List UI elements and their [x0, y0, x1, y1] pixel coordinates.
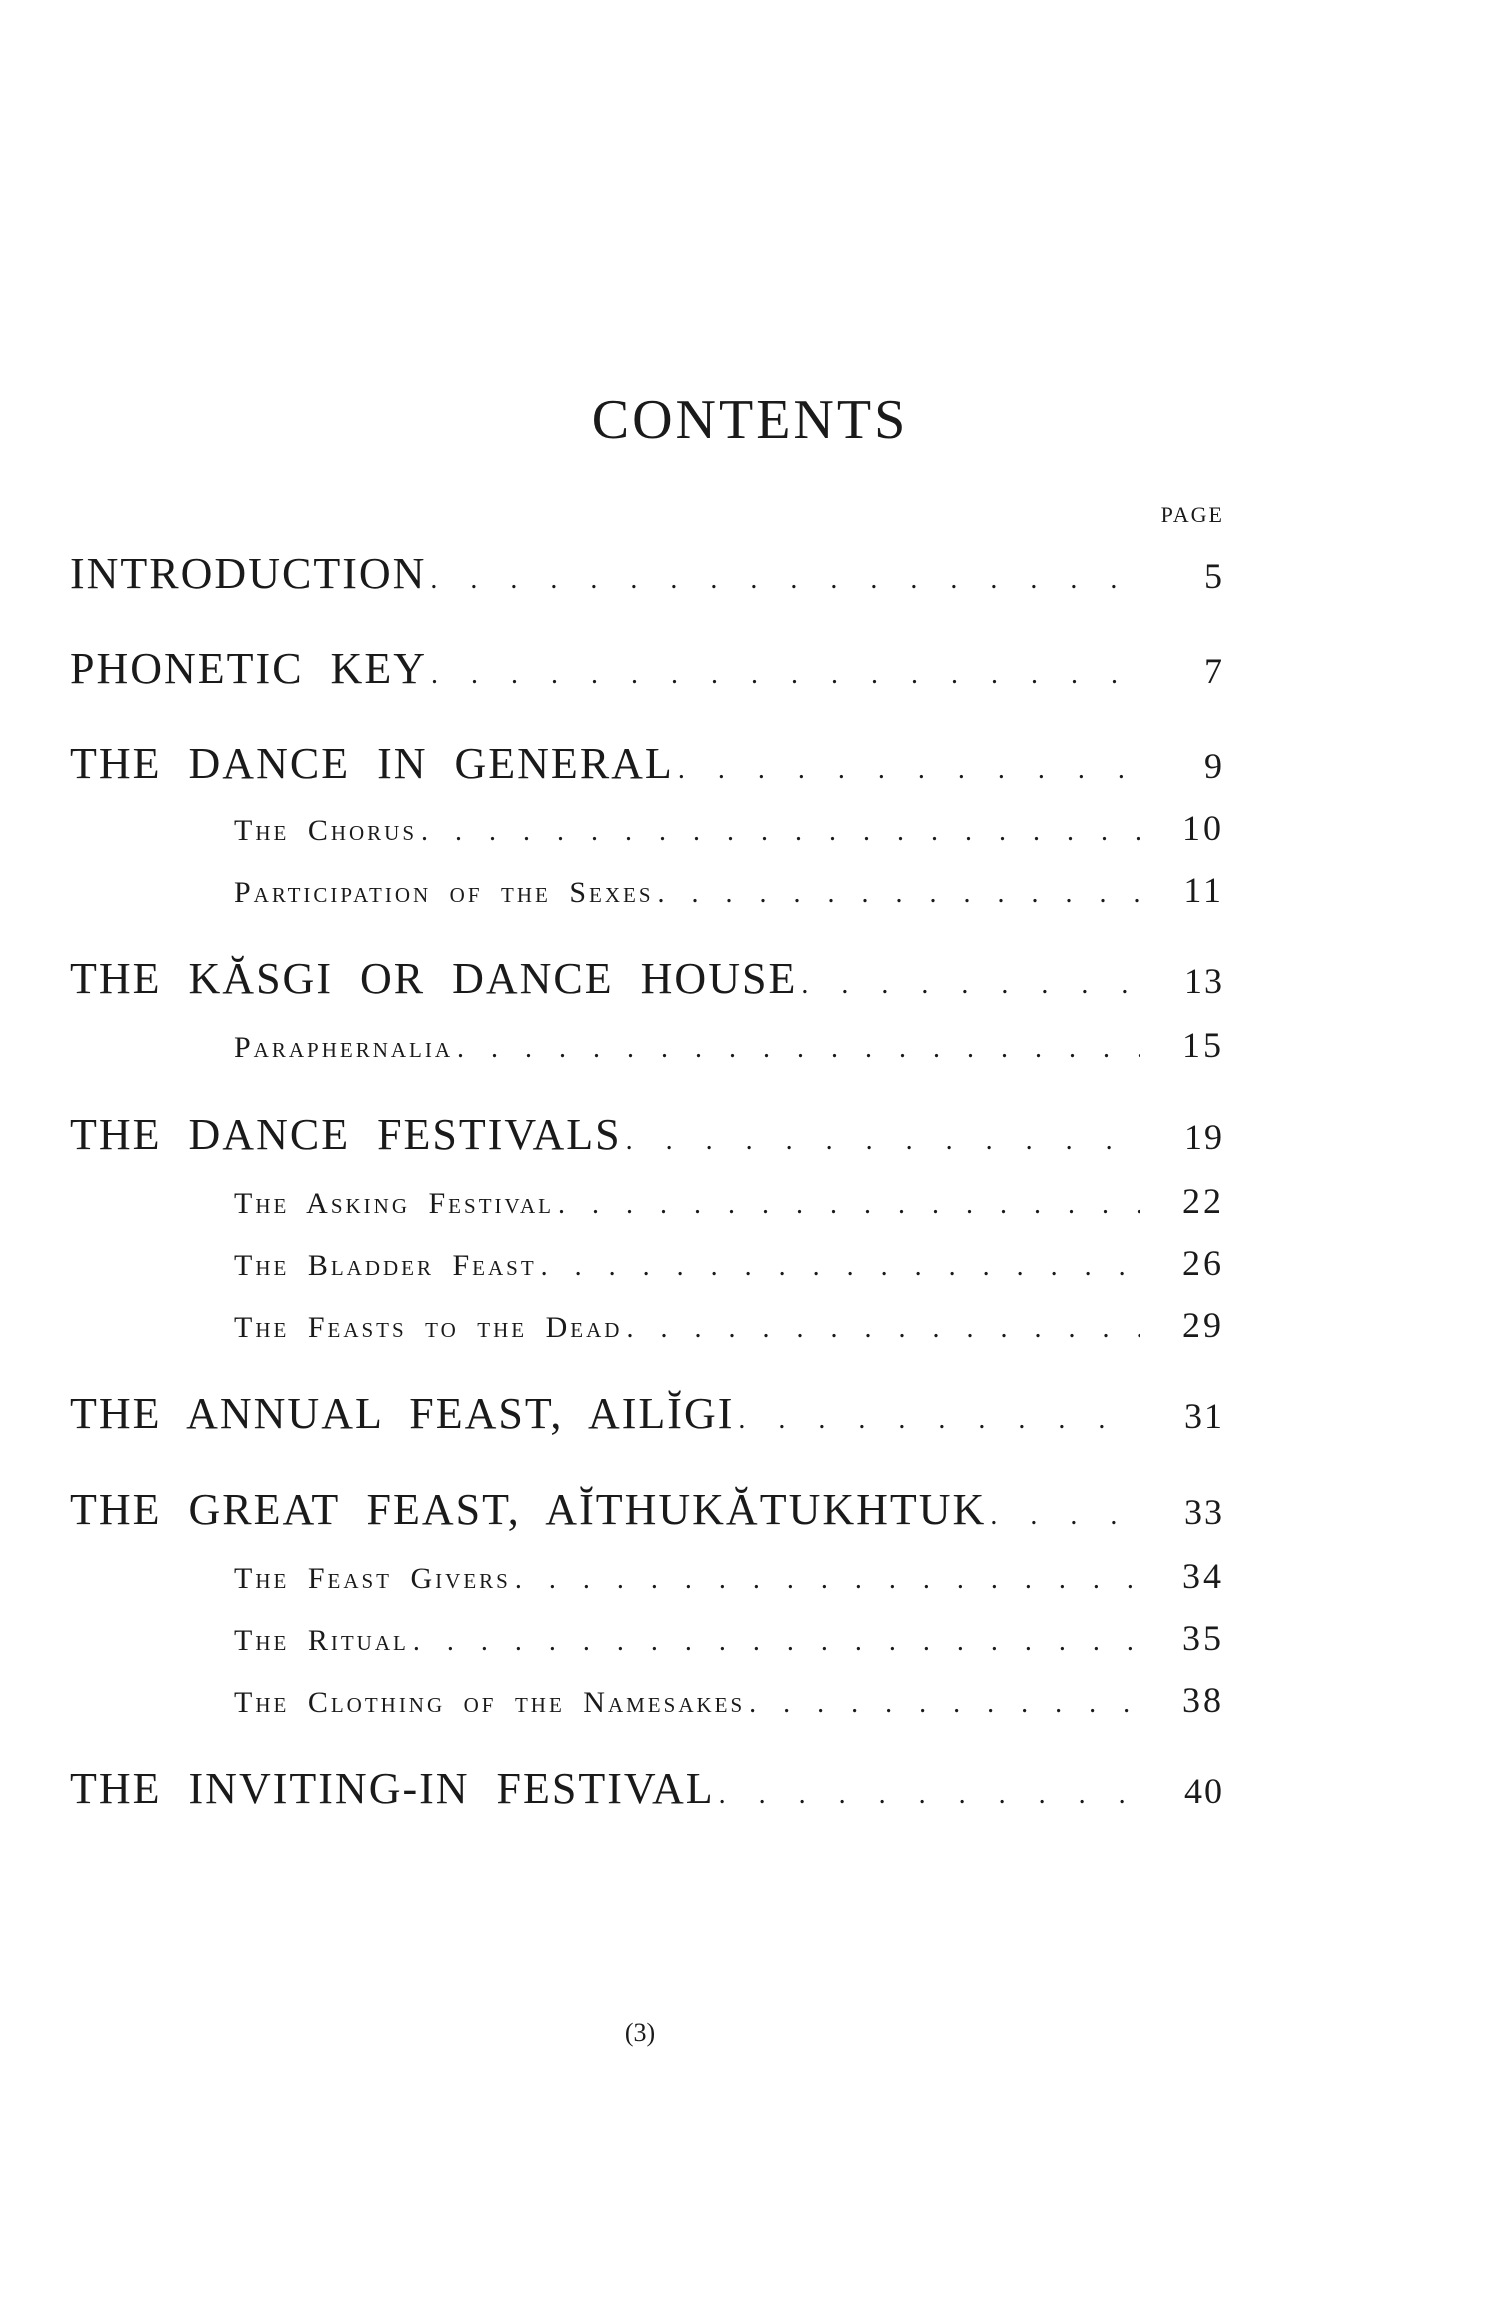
- leader-dots: [738, 1404, 1140, 1436]
- toc-entry-title: THE DANCE FESTIVALS: [70, 1110, 622, 1159]
- toc-entry-annual-feast[interactable]: [70, 1388, 1224, 1439]
- toc-entry-title: The Chorus: [234, 814, 418, 847]
- toc-entry-page: 15: [1182, 1025, 1224, 1065]
- toc-entry-page: 31: [1184, 1396, 1224, 1436]
- toc-entry-page: 22: [1182, 1181, 1224, 1221]
- toc-subentry-asking-festival[interactable]: [70, 1180, 1224, 1222]
- leader-dots: [515, 1564, 1140, 1596]
- toc-entry-page: 19: [1184, 1117, 1224, 1157]
- leader-dots: [541, 1251, 1140, 1283]
- toc-entry-title: INTRODUCTION: [70, 549, 427, 598]
- toc-subentry-bladder-feast[interactable]: [70, 1242, 1224, 1284]
- toc-entry-dance-in-general[interactable]: [70, 738, 1224, 789]
- toc-entry-title: THE INVITING-IN FESTIVAL: [70, 1764, 715, 1813]
- page-column-label: PAGE: [1160, 502, 1224, 527]
- toc-entry-page: 35: [1182, 1618, 1224, 1658]
- toc-entry-title: THE ANNUAL FEAST, AILĬGI: [70, 1389, 735, 1438]
- toc-entry-title: Participation of the Sexes: [234, 876, 654, 909]
- toc-subentry-clothing-namesakes[interactable]: [70, 1679, 1224, 1721]
- leader-dots: [626, 1125, 1140, 1157]
- leader-dots: [421, 816, 1140, 848]
- leader-dots: [719, 1779, 1140, 1811]
- toc-entry-title: THE KĂSGI OR DANCE HOUSE: [70, 954, 798, 1003]
- toc-entry-title: Paraphernalia: [234, 1031, 454, 1064]
- toc-subentry-paraphernalia[interactable]: [70, 1024, 1224, 1066]
- leader-dots: [749, 1688, 1140, 1720]
- toc-entry-title: The Asking Festival: [234, 1187, 554, 1220]
- toc-entry-page: 5: [1204, 556, 1224, 596]
- toc-subentry-chorus[interactable]: [70, 807, 1224, 849]
- toc-entry-phonetic-key[interactable]: [70, 643, 1224, 694]
- leader-dots: [430, 564, 1140, 596]
- toc-subentry-feast-givers[interactable]: [70, 1555, 1224, 1597]
- leader-dots: [990, 1500, 1140, 1532]
- leader-dots: [658, 878, 1140, 910]
- toc-entry-introduction[interactable]: [70, 548, 1224, 599]
- leader-dots: [558, 1189, 1140, 1221]
- toc-subentry-participation[interactable]: [70, 869, 1224, 911]
- toc-subentry-feasts-to-dead[interactable]: [70, 1304, 1224, 1346]
- leader-dots: [678, 754, 1140, 786]
- toc-entry-page: 34: [1182, 1556, 1224, 1596]
- toc-entry-title: THE DANCE IN GENERAL: [70, 739, 674, 788]
- toc-entry-dance-festivals[interactable]: [70, 1109, 1224, 1160]
- toc-entry-title: The Ritual: [234, 1624, 409, 1657]
- toc-entry-page: 10: [1182, 808, 1224, 848]
- toc-entry-kasgi[interactable]: [70, 953, 1224, 1004]
- toc-entry-title: THE GREAT FEAST, AĬTHUKĂTUKHTUK: [70, 1485, 987, 1534]
- toc-entry-great-feast[interactable]: [70, 1484, 1224, 1535]
- toc-entry-title: The Feasts to the Dead: [234, 1311, 623, 1344]
- toc-entry-page: 33: [1184, 1492, 1224, 1532]
- toc-entry-page: 9: [1204, 746, 1224, 786]
- leader-dots: [413, 1626, 1140, 1658]
- toc-entry-page: 26: [1182, 1243, 1224, 1283]
- toc-entry-title: PHONETIC KEY: [70, 644, 427, 693]
- toc-entry-page: 7: [1204, 651, 1224, 691]
- toc-entry-title: The Bladder Feast: [234, 1249, 537, 1282]
- toc-entry-page: 29: [1182, 1305, 1224, 1345]
- toc-entry-page: 11: [1183, 870, 1224, 910]
- leader-dots: [626, 1313, 1140, 1345]
- toc-entry-page: 13: [1184, 961, 1224, 1001]
- toc-entry-title: The Feast Givers: [234, 1562, 511, 1595]
- toc-entry-title: The Clothing of the Namesakes: [234, 1686, 746, 1719]
- leader-dots: [801, 969, 1140, 1001]
- toc-entry-inviting-in-festival[interactable]: [70, 1763, 1224, 1814]
- toc-entry-page: 38: [1182, 1680, 1224, 1720]
- leader-dots: [457, 1033, 1140, 1065]
- page-folio: (3): [624, 2018, 656, 2047]
- page-title: CONTENTS: [591, 389, 909, 451]
- toc-entry-page: 40: [1184, 1771, 1224, 1811]
- toc-subentry-ritual[interactable]: [70, 1617, 1224, 1659]
- leader-dots: [431, 659, 1140, 691]
